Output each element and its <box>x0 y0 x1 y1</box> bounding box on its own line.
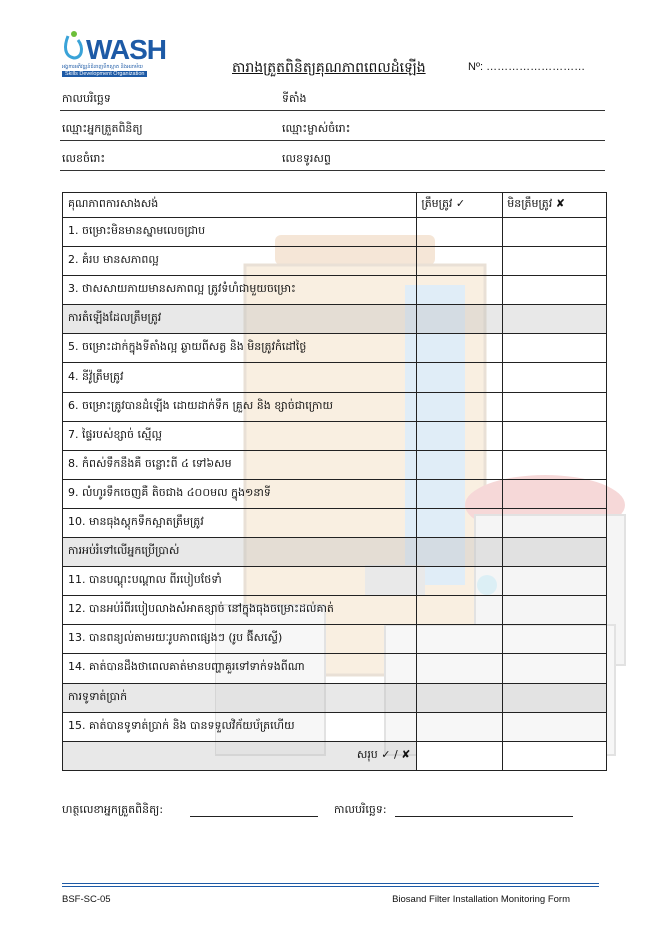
section-title: ការអប់រំទៅលើអ្នកប្រើប្រាស់ <box>63 538 417 567</box>
checklist-row <box>63 334 607 363</box>
ok-check-cell[interactable] <box>417 334 503 363</box>
section-title: ការតំឡើងដែលត្រឹមត្រូវ <box>63 305 417 334</box>
checklist-item-text: 6. ចម្រោះត្រូវបានដំឡើង ដោយដាក់ទឹក គ្រួស និង ខ្សាច់ជាក្រោយ <box>63 392 417 421</box>
not-ok-check-cell[interactable] <box>503 596 607 625</box>
section-title: ការទូទាត់ប្រាក់ <box>63 683 417 712</box>
ok-check-cell <box>417 305 503 334</box>
ok-check-cell[interactable] <box>417 479 503 508</box>
not-ok-check-cell[interactable] <box>503 479 607 508</box>
checklist-row <box>63 450 607 479</box>
not-ok-check-cell <box>503 305 607 334</box>
not-ok-check-cell[interactable] <box>503 247 607 276</box>
section-header-row <box>63 538 607 567</box>
checklist-row <box>63 247 607 276</box>
signature-date-line[interactable] <box>395 816 573 817</box>
checklist-item-text: 7. ផ្ទៃរបស់ខ្សាច់ ស្មើល្អ <box>63 421 417 450</box>
location-field-label[interactable]: ទីតាំង <box>282 92 307 105</box>
total-ok-cell[interactable] <box>417 741 503 770</box>
checklist-row <box>63 392 607 421</box>
checklist-row <box>63 479 607 508</box>
not-ok-check-cell[interactable] <box>503 654 607 683</box>
inspector-signature-line[interactable] <box>190 816 318 817</box>
inspector-signature-label: ហត្ថលេខាអ្នកត្រួតពិនិត្យ: <box>62 803 164 816</box>
total-row <box>63 741 607 770</box>
form-code: BSF-SC-05 <box>62 894 111 905</box>
section-header-row <box>63 683 607 712</box>
not-ok-check-cell[interactable] <box>503 392 607 421</box>
checklist-row <box>63 508 607 537</box>
phone-field-label[interactable]: លេខទូរសព្ទ <box>282 152 331 165</box>
owner-name-field-label[interactable]: ឈ្មោះម្ចាស់ចំរោះ <box>282 122 351 135</box>
checklist-row <box>63 654 607 683</box>
checklist-row <box>63 276 607 305</box>
ok-check-cell[interactable] <box>417 218 503 247</box>
checklist-row <box>63 421 607 450</box>
checklist-item-text: 10. មានធុងស្តុកទឹកស្អាតត្រឹមត្រូវ <box>63 508 417 537</box>
footer-divider <box>62 883 599 884</box>
checklist-item-text: 15. គាត់បានទូទាត់ប្រាក់ និង បានទទួលវិក័យប័ត្រហើយ <box>63 712 417 741</box>
date-field-label[interactable]: កាលបរិច្ឆេទ <box>62 92 111 105</box>
logo-text: WASH <box>86 34 166 65</box>
not-ok-check-cell[interactable] <box>503 334 607 363</box>
ok-check-cell <box>417 683 503 712</box>
not-ok-check-cell <box>503 538 607 567</box>
ok-check-cell[interactable] <box>417 654 503 683</box>
checklist-item-text: 13. បានពន្យល់តាមរយៈរូបភាពផ្សេងៗ (រូប ផ៊ីសស្ទើ) <box>63 625 417 654</box>
checklist-item-text: 8. កំពស់ទឹកនឹងគឺ ចន្លោះពី ៤ ទៅ៦សម <box>63 450 417 479</box>
not-ok-check-cell[interactable] <box>503 712 607 741</box>
info-row-filter-phone <box>60 148 605 171</box>
checklist-item-text: 14. គាត់បានដឹងថាពេលគាត់មានបញ្ហាគួរទៅទាក់ទងពីណា <box>63 654 417 683</box>
not-ok-check-cell[interactable] <box>503 625 607 654</box>
ok-check-cell <box>417 538 503 567</box>
not-ok-check-cell[interactable] <box>503 218 607 247</box>
not-ok-check-cell[interactable] <box>503 450 607 479</box>
total-not-ok-cell[interactable] <box>503 741 607 770</box>
checklist-item-text: 1. ចម្រោះមិនមានស្នាមលេចជ្រាប <box>63 218 417 247</box>
ok-check-cell[interactable] <box>417 363 503 392</box>
footer-divider-secondary <box>62 886 599 887</box>
ok-check-cell[interactable] <box>417 625 503 654</box>
checklist-item-text: 12. បានអប់រំពីរបៀបលាងសំអាតខ្សាច់ នៅក្នុងធុងចម្រោះដល់គាត់ <box>63 596 417 625</box>
checklist-row <box>63 712 607 741</box>
checklist-item-text: 11. បានបណ្តុះបណ្តាល ពីរបៀបថែទាំ <box>63 567 417 596</box>
ok-check-cell[interactable] <box>417 712 503 741</box>
checklist-table <box>62 192 607 771</box>
total-label: សរុប ✓ / ✘ <box>63 741 417 770</box>
ok-check-cell[interactable] <box>417 508 503 537</box>
info-row-date-location <box>60 88 605 111</box>
signature-date-label: កាលបរិច្ឆេទ: <box>334 803 387 816</box>
checklist-row <box>63 625 607 654</box>
ok-check-cell[interactable] <box>417 596 503 625</box>
column-header-not-ok: មិនត្រឹមត្រូវ ✘ <box>503 193 607 218</box>
checklist-row <box>63 218 607 247</box>
filter-number-field-label[interactable]: លេខចំរោះ <box>62 152 106 165</box>
checklist-item-text: 9. លំហូរទឹកចេញគឺ តិចជាង ៤០០មល ក្នុង១នាទី <box>63 479 417 508</box>
inspector-name-field-label[interactable]: ឈ្មោះអ្នកត្រួតពិនិត្យ <box>62 122 143 135</box>
checklist-item-text: 5. ចម្រោះដាក់ក្នុងទីតាំងល្អ ឆ្ងាយពីសត្វ និង មិនត្រូវកំដៅថ្ងៃ <box>63 334 417 363</box>
not-ok-check-cell[interactable] <box>503 363 607 392</box>
ok-check-cell[interactable] <box>417 421 503 450</box>
column-header-item: គុណភាពការសាងសង់ <box>63 193 417 218</box>
checklist-row <box>63 596 607 625</box>
form-name: Biosand Filter Installation Monitoring Form <box>392 894 570 905</box>
logo-subtitle-en: Skills Development Organization <box>62 71 147 77</box>
checklist-row <box>63 567 607 596</box>
ok-check-cell[interactable] <box>417 276 503 305</box>
checklist-row <box>63 363 607 392</box>
info-row-inspector-owner <box>60 118 605 141</box>
not-ok-check-cell <box>503 683 607 712</box>
logo-subtitle-kh: អង្គការអភិវឌ្ឍន៍ជំនាញ​ទឹកស្អាត និងអនាម័យ <box>62 64 143 70</box>
checklist-item-text: 3. ថាសសាយភាយមានសភាពល្អ ត្រូវទំហំជាមួយចម្រោះ <box>63 276 417 305</box>
checklist-item-text: 2. គំរប មានសភាពល្អ <box>63 247 417 276</box>
table-header-row <box>63 193 607 218</box>
ok-check-cell[interactable] <box>417 247 503 276</box>
form-number-field[interactable]: Nº: ……………………… <box>468 61 586 73</box>
ok-check-cell[interactable] <box>417 392 503 421</box>
ok-check-cell[interactable] <box>417 450 503 479</box>
column-header-ok: ត្រឹមត្រូវ ✓ <box>417 193 503 218</box>
form-title: តារាងត្រួតពិនិត្យគុណភាពពេលដំឡើង <box>232 60 426 76</box>
not-ok-check-cell[interactable] <box>503 421 607 450</box>
section-header-row <box>63 305 607 334</box>
not-ok-check-cell[interactable] <box>503 276 607 305</box>
checklist-item-text: 4. នីវ៉ូត្រឹមត្រូវ <box>63 363 417 392</box>
not-ok-check-cell[interactable] <box>503 508 607 537</box>
not-ok-check-cell[interactable] <box>503 567 607 596</box>
ok-check-cell[interactable] <box>417 567 503 596</box>
